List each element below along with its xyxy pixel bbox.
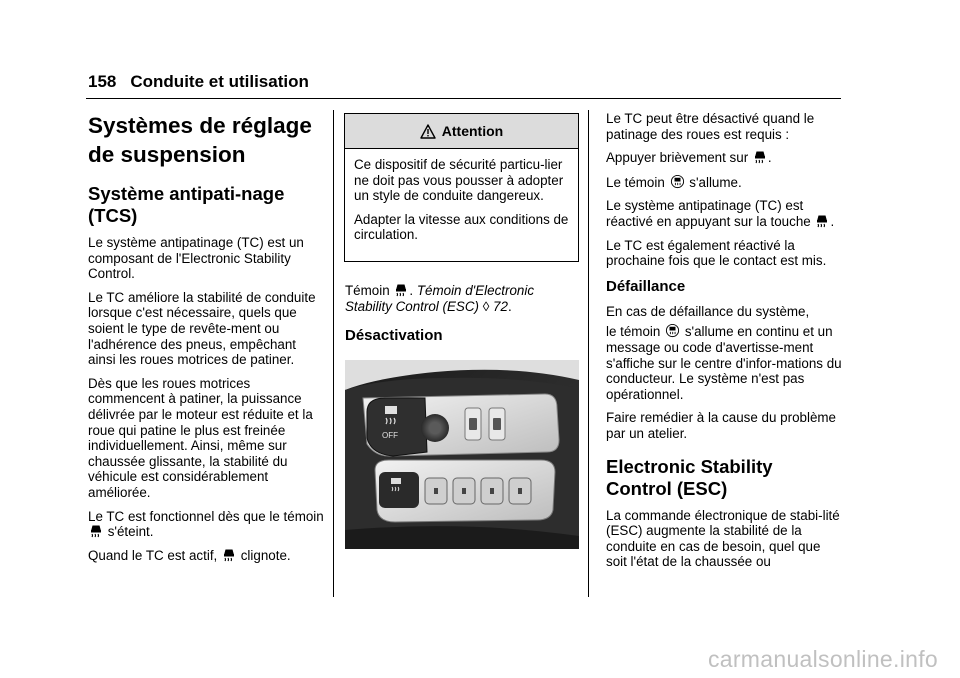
paragraph (606, 198, 842, 229)
text: s'éteint. (107, 524, 154, 540)
paragraph (606, 174, 842, 191)
paragraph: Le TC améliore la stabilité de conduite lorsque c'est nécessaire, quels que soient le type de revête-ment ou l'adhérence des pneus, empêchant ainsi les roues motrices de patiner. (88, 289, 316, 368)
paragraph: Ce dispositif de sécurité particu-lier ne doit pas vous pousser à adopter un style de conduite dangereux. (354, 157, 564, 204)
traction-control-off-icon (670, 174, 685, 189)
traction-control-icon (815, 214, 829, 228)
traction-control-icon (753, 150, 767, 164)
text: s'allume. (689, 174, 742, 190)
attention-body (345, 149, 578, 243)
header-rule (86, 98, 841, 99)
text: . (830, 213, 835, 229)
warning-triangle-icon (420, 124, 436, 139)
section-heading: Systèmes de réglage de suspension (88, 113, 312, 167)
paragraph (606, 150, 842, 166)
text: Le système antipatinage (TC) est réactivé en appuyant sur la touche (606, 198, 811, 229)
text: Le TC est fonctionnel dès que le témoin (88, 508, 324, 524)
paragraph (606, 323, 842, 402)
reference-link[interactable]: Témoin d'Electronic Stability Control (ESC) (345, 283, 535, 314)
cross-reference: Témoin . Témoin d'Electronic Stability Control (ESC) ◊ 72. (345, 283, 535, 314)
dashboard-switch-photo (345, 360, 579, 549)
text: le témoin (606, 324, 661, 340)
column-2-text (345, 283, 581, 353)
page-number: 158 (88, 72, 117, 91)
traction-control-icon (222, 548, 236, 562)
paragraph (88, 548, 324, 564)
column-3 (606, 111, 842, 578)
watermark: carmanualsonline.info (707, 646, 938, 672)
traction-control-icon (89, 524, 103, 538)
page-ref-arrow: ◊ (482, 298, 490, 314)
column-1 (88, 111, 324, 571)
page-header (88, 72, 309, 92)
paragraph: Adapter la vitesse aux conditions de circulation. (354, 211, 569, 243)
subsection-heading: Electronic Stability Control (ESC) (606, 455, 773, 499)
traction-control-off-icon (665, 323, 680, 338)
text: Témoin (345, 283, 390, 298)
text: s'allume en continu et un message ou code d'avertisse-ment s'affiche sur le centre d'infor-mations du conducteur. Le système n'est pas opérationnel. (606, 324, 842, 402)
subsection-heading: Système antipati-nage (TCS) (88, 183, 285, 226)
text: clignote. (240, 547, 291, 563)
text: . (507, 298, 512, 314)
paragraph: En cas de défaillance du système, (606, 303, 810, 319)
section-title: Conduite et utilisation (130, 72, 309, 91)
page-ref-number[interactable]: 72 (493, 298, 508, 314)
paragraph: Le système antipatinage (TC) est un composant de l'Electronic Stability Control. (88, 235, 304, 282)
text: Quand le TC est actif, (88, 547, 218, 563)
text: . (767, 150, 772, 166)
column-divider-1 (333, 110, 334, 597)
paragraph (88, 509, 324, 540)
paragraph: La commande électronique de stabi-lité (ESC) augmente la stabilité de la conduite en cas de besoin, quel que soit l'état de la chaussée ou (606, 507, 840, 570)
traction-control-icon (394, 283, 408, 297)
attention-header (345, 114, 578, 149)
attention-title: Attention (441, 123, 504, 139)
subsection-heading: Défaillance (606, 277, 686, 295)
paragraph: Le TC peut être désactivé quand le patinage des roues est requis : (606, 111, 815, 142)
photo-off-label: OFF (382, 431, 398, 440)
paragraph: Le TC est également réactivé la prochaine fois que le contact est mis. (606, 237, 827, 269)
attention-box (344, 113, 579, 262)
paragraph: Faire remédier à la cause du problème par un atelier. (606, 410, 836, 441)
paragraph: Dès que les roues motrices commencent à patiner, la puissance délivrée par le moteur est réduite et la roue qui patine le plus est freinée individuellement. Ainsi, même sur chaussée glissante, la stabilité du véhicule est considérablement améliorée. (88, 375, 313, 500)
text: Appuyer brièvement sur (606, 150, 749, 166)
subsection-heading: Désactivation (345, 327, 443, 345)
text: Le témoin (606, 174, 665, 190)
column-divider-2 (588, 110, 589, 597)
